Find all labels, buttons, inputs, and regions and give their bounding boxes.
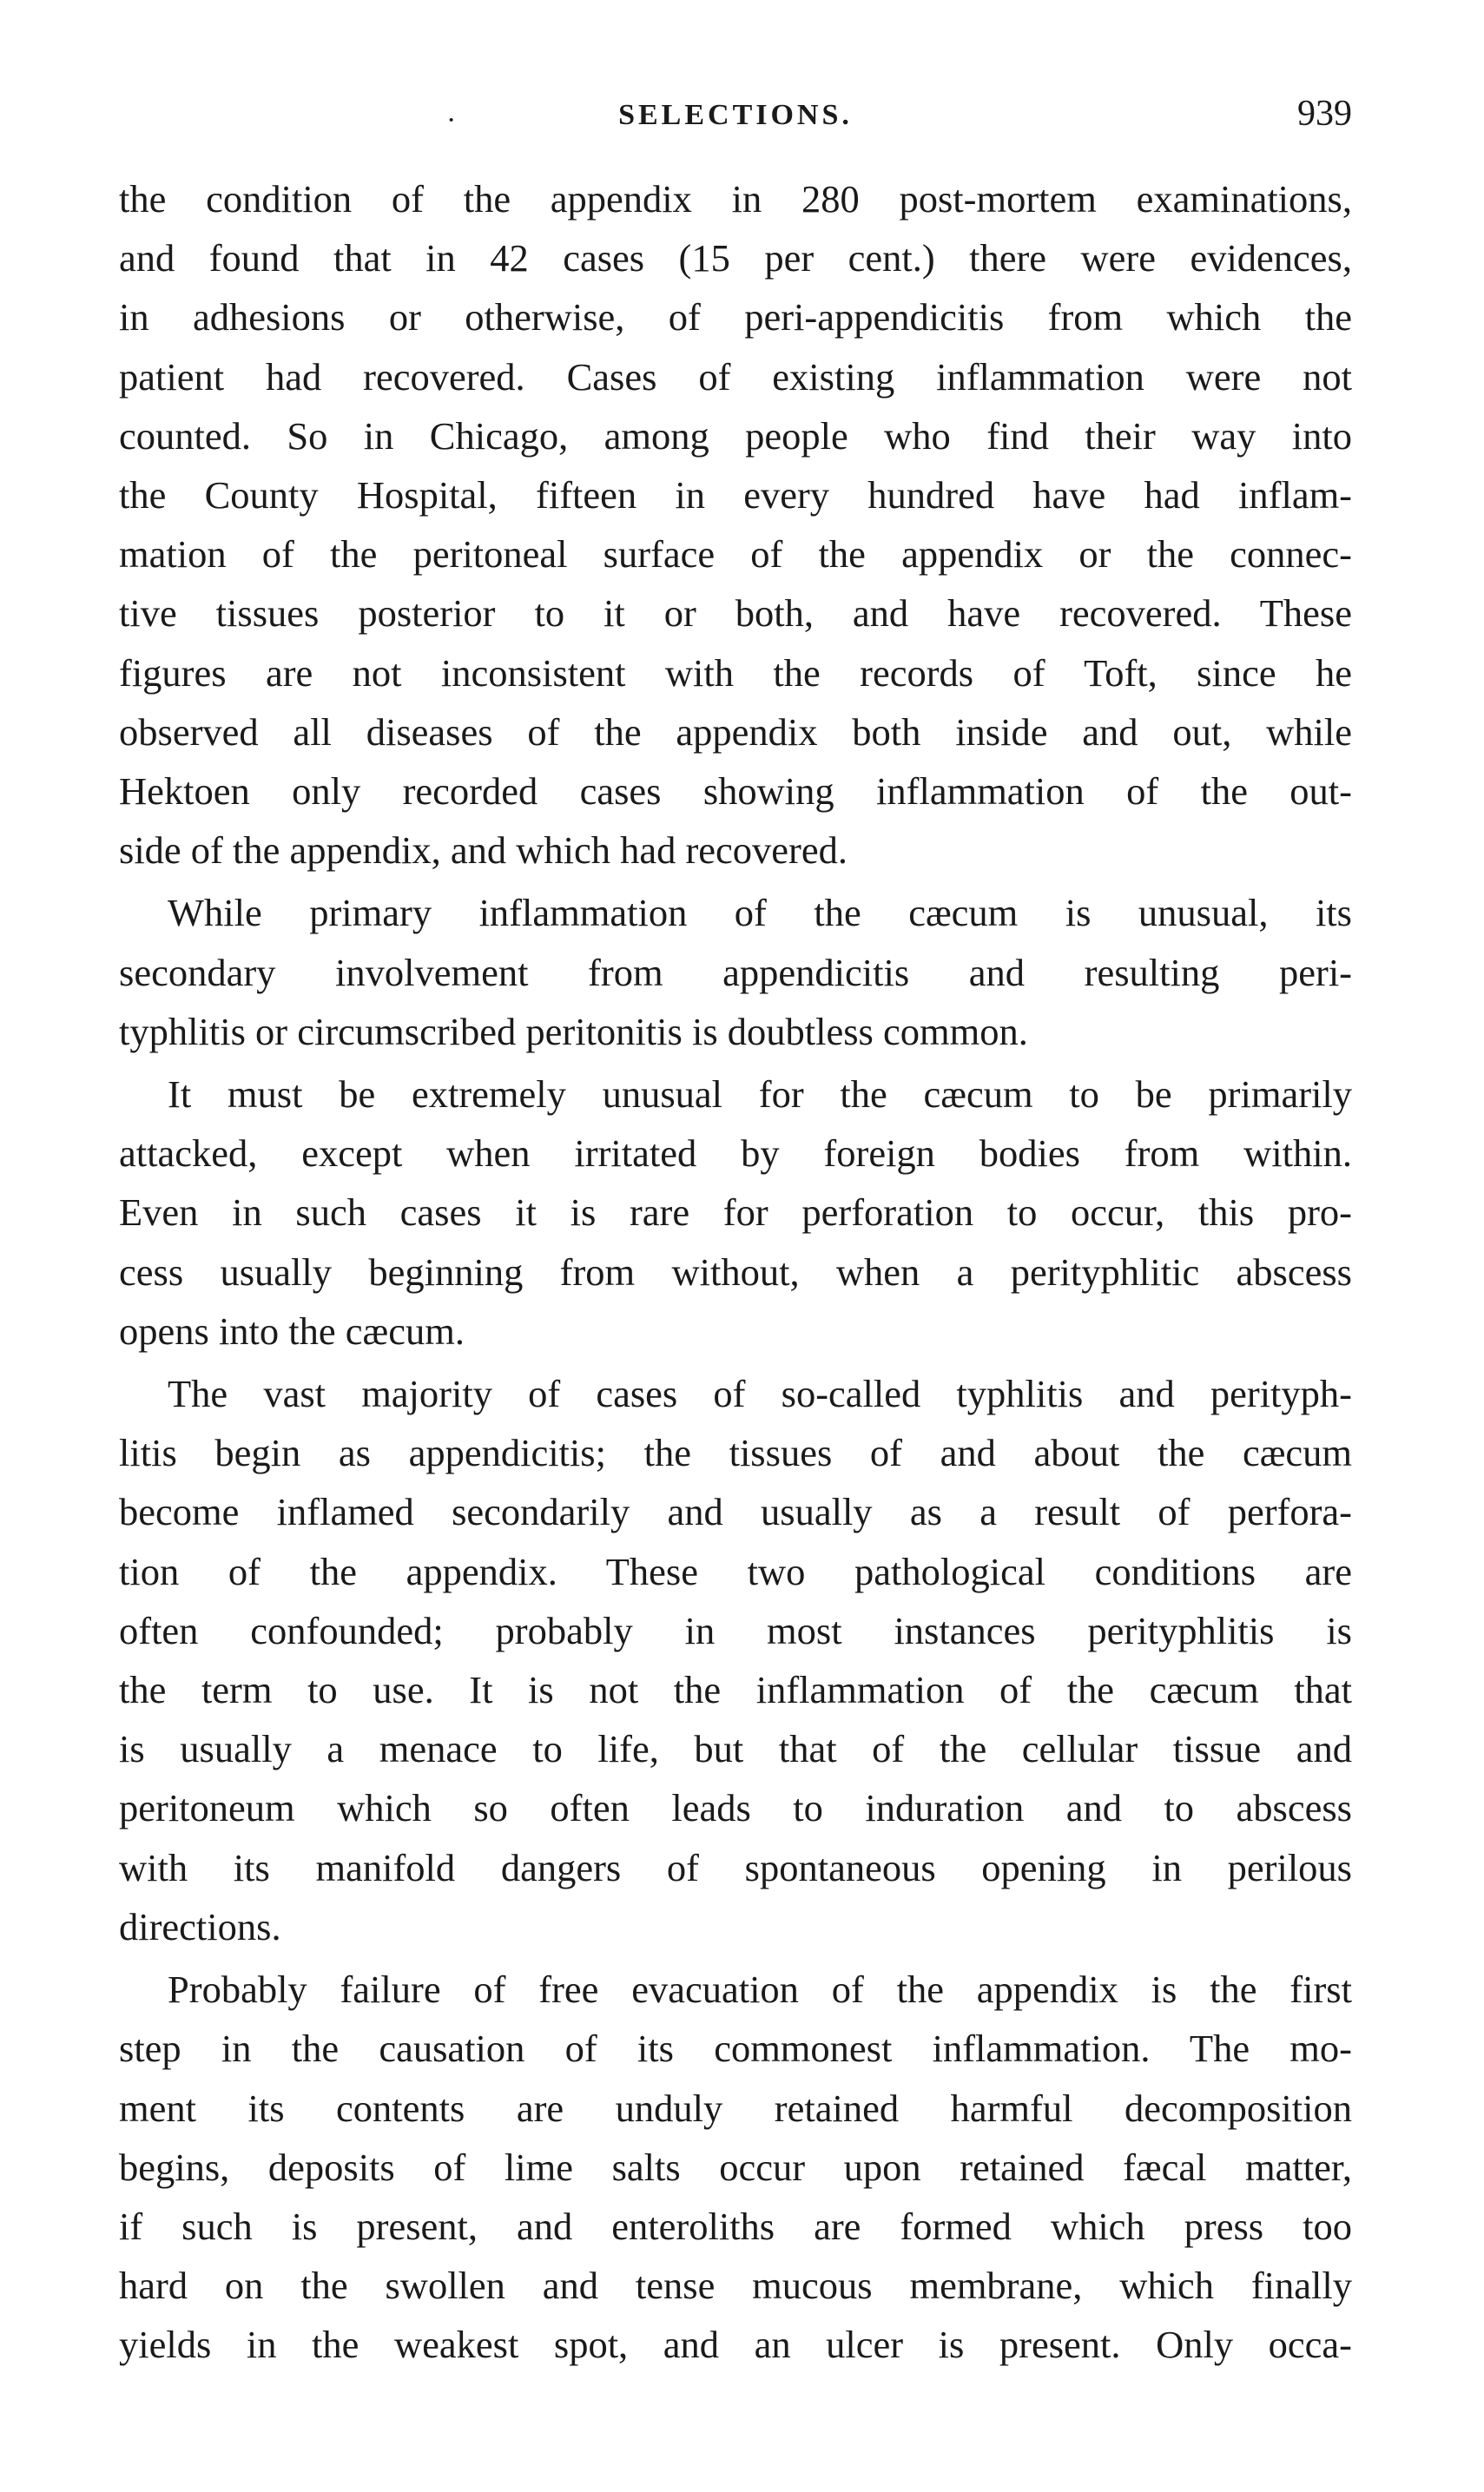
text-line: the term to use. It is not the inflammation of the cæcum that bbox=[119, 1668, 1352, 1712]
paragraph bbox=[119, 169, 1352, 880]
text-line: secondary involvement from appendicitis and resulting peri- bbox=[119, 950, 1352, 994]
book-page bbox=[119, 0, 1352, 2492]
paragraph bbox=[119, 1364, 1352, 1956]
text-line: yields in the weakest spot, and an ulcer is present. Only occa- bbox=[119, 2323, 1352, 2367]
text-line: It must be extremely unusual for the cæcum to be primarily bbox=[168, 1072, 1352, 1117]
text-line: patient had recovered. Cases of existing inflammation were not bbox=[119, 354, 1352, 399]
text-line: tive tissues posterior to it or both, and have recovered. These bbox=[119, 591, 1352, 636]
text-line: Probably failure of free evacuation of the appendix is the first bbox=[168, 1968, 1352, 2012]
text-line: hard on the swollen and tense mucous membrane, which finally bbox=[119, 2264, 1352, 2308]
text-line: side of the appendix, and which had recovered. bbox=[119, 828, 848, 873]
header-dot: · bbox=[446, 104, 457, 136]
text-line: opens into the cæcum. bbox=[119, 1309, 465, 1353]
text-line: begins, deposits of lime salts occur upon retained fæcal matter, bbox=[119, 2145, 1352, 2189]
text-line: cess usually beginning from without, when a perityphlitic abscess bbox=[119, 1249, 1352, 1294]
text-line: with its manifold dangers of spontaneous opening in perilous bbox=[119, 1845, 1352, 1889]
text-line: While primary inflammation of the cæcum is unusual, its bbox=[168, 891, 1352, 935]
text-line: the County Hospital, fifteen in every hundred have had inflam- bbox=[119, 473, 1352, 518]
text-line: attacked, except when irritated by foreign bodies from within. bbox=[119, 1131, 1352, 1176]
text-line: in adhesions or otherwise, of peri-appendicitis from which the bbox=[119, 295, 1352, 340]
text-line: step in the causation of its commonest inflammation. The mo- bbox=[119, 2027, 1352, 2071]
text-line: The vast majority of cases of so-called typhlitis and perityph- bbox=[168, 1372, 1352, 1416]
text-line: typhlitis or circumscribed peritonitis is doubtless common. bbox=[119, 1009, 1028, 1053]
text-line: peritoneum which so often leads to induration and to abscess bbox=[119, 1786, 1352, 1830]
text-line: Hektoen only recorded cases showing inflammation of the out- bbox=[119, 769, 1352, 814]
text-line: mation of the peritoneal surface of the appendix or the connec- bbox=[119, 532, 1352, 577]
text-line: if such is present, and enteroliths are formed which press too bbox=[119, 2204, 1352, 2248]
body-text bbox=[119, 169, 1352, 2378]
text-line: observed all diseases of the appendix both inside and out, while bbox=[119, 709, 1352, 754]
text-line: the condition of the appendix in 280 post-mortem examinations, bbox=[119, 177, 1352, 221]
paragraph bbox=[119, 883, 1352, 1061]
text-line: often confounded; probably in most instances perityphlitis is bbox=[119, 1608, 1352, 1652]
page-number: 939 bbox=[1297, 94, 1352, 134]
text-line: ment its contents are unduly retained harmful decomposition bbox=[119, 2086, 1352, 2130]
text-line: tion of the appendix. These two pathological conditions are bbox=[119, 1549, 1352, 1593]
text-line: Even in such cases it is rare for perforation to occur, this pro- bbox=[119, 1190, 1352, 1235]
text-line: and found that in 42 cases (15 per cent.) there were evidences, bbox=[119, 236, 1352, 280]
text-line: become inflamed secondarily and usually as a result of perfora- bbox=[119, 1490, 1352, 1534]
running-head bbox=[119, 94, 1352, 146]
paragraph bbox=[119, 1960, 1352, 2374]
text-line: is usually a menace to life, but that of the cellular tissue and bbox=[119, 1727, 1352, 1771]
text-line: counted. So in Chicago, among people who find their way into bbox=[119, 413, 1352, 458]
section-title: SELECTIONS. bbox=[618, 99, 853, 131]
text-line: figures are not inconsistent with the records of Toft, since he bbox=[119, 650, 1352, 695]
text-line: directions. bbox=[119, 1904, 281, 1948]
text-line: litis begin as appendicitis; the tissues of and about the cæcum bbox=[119, 1431, 1352, 1475]
paragraph bbox=[119, 1065, 1352, 1361]
